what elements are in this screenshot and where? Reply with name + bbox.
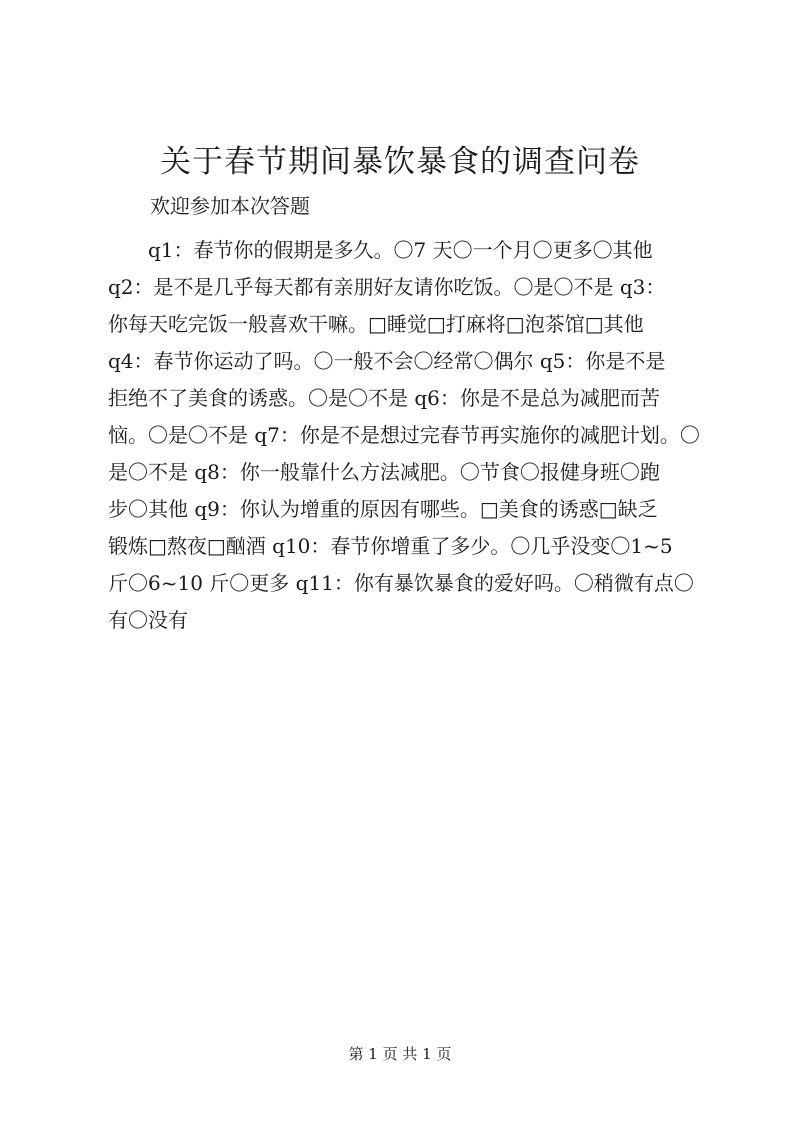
questionnaire-body [108,232,748,639]
body-line: 斤〇6~10 斤〇更多 q11：你有暴饮暴食的爱好吗。〇稍微有点〇 [108,571,694,595]
page-footer: 第 1 页 共 1 页 [348,1045,452,1063]
body-line: 你每天吃完饭一般喜欢干嘛。□睡觉□打麻将□泡茶馆□其他 [108,312,644,336]
body-line: q2：是不是几乎每天都有亲朋好友请你吃饭。〇是〇不是 q3： [108,275,666,299]
intro-text: 欢迎参加本次答题 [150,194,310,218]
body-line: q1：春节你的假期是多久。〇7 天〇一个月〇更多〇其他 [148,238,653,262]
body-line: 步〇其他 q9：你认为增重的原因有哪些。□美食的诱惑□缺乏 [108,497,658,521]
document-title: 关于春节期间暴饮暴食的调查问卷 [160,144,640,180]
body-line: 恼。〇是〇不是 q7：你是不是想过完春节再实施你的减肥计划。〇 [108,423,700,447]
body-line: 锻炼□熬夜□酗酒 q10：春节你增重了多少。〇几乎没变〇1~5 [108,534,673,558]
body-line: q4：春节你运动了吗。〇一般不会〇经常〇偶尔 q5：你是不是 [108,349,666,373]
body-line: 拒绝不了美食的诱惑。〇是〇不是 q6：你是不是总为减肥而苦 [108,386,660,410]
body-line: 有〇没有 [108,608,188,632]
body-line: 是〇不是 q8：你一般靠什么方法减肥。〇节食〇报健身班〇跑 [108,460,660,484]
